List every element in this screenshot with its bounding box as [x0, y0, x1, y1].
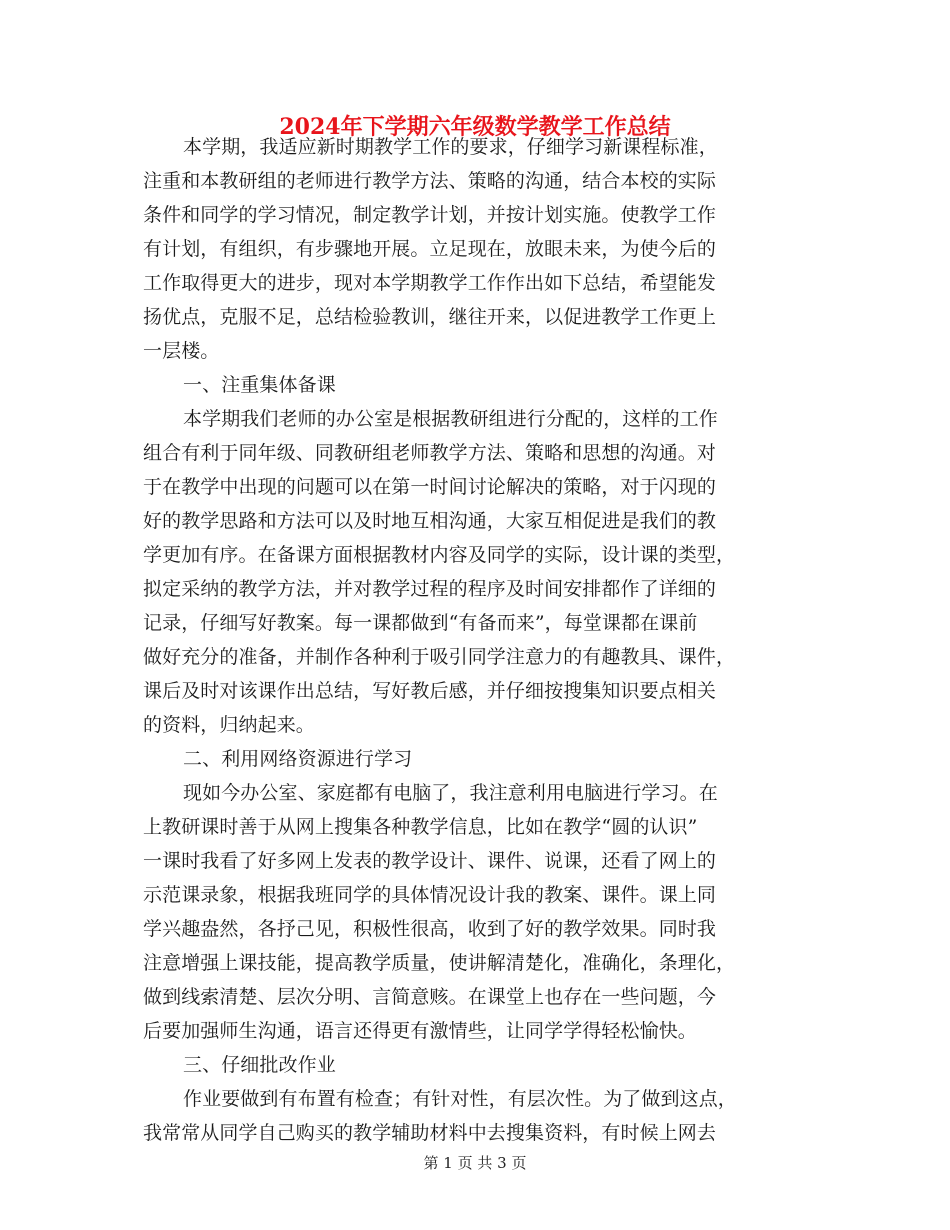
text-line: 拟定采纳的教学方法，并对教学过程的程序及时间安排都作了详细的	[143, 578, 717, 600]
text-line: 于在教学中出现的问题可以在第一时间讨论解决的策略，对于闪现的	[143, 476, 717, 498]
text-line: 学更加有序。在备课方面根据教材内容及同学的实际，设计课的类型，	[143, 544, 736, 566]
text-line: 上教研课时善于从网上搜集各种教学信息，比如在教学“圆的认识”	[143, 816, 698, 838]
text-line: 注意增强上课技能，提高教学质量，使讲解清楚化，准确化，条理化，	[143, 952, 736, 974]
text-line: 做到线索清楚、层次分明、言简意赅。在课堂上也存在一些问题，今	[143, 986, 717, 1008]
text-line: 组合有利于同年级、同教研组老师教学方法、策略和思想的沟通。对	[143, 442, 717, 464]
text-line: 一课时我看了好多网上发表的教学设计、课件、说课，还看了网上的	[143, 850, 717, 872]
text-line: 学兴趣盎然，各抒己见，积极性很高，收到了好的教学效果。同时我	[143, 918, 717, 940]
text-line: 一层楼。	[143, 340, 220, 362]
text-line: 三、仔细批改作业	[183, 1054, 336, 1076]
text-line: 条件和同学的学习情况，制定教学计划，并按计划实施。使教学工作	[143, 204, 717, 226]
text-line: 注重和本教研组的老师进行教学方法、策略的沟通，结合本校的实际	[143, 170, 717, 192]
text-line: 课后及时对该课作出总结，写好教后感，并仔细按搜集知识要点相关	[143, 680, 717, 702]
text-line: 的资料，归纳起来。	[143, 714, 315, 736]
text-line: 工作取得更大的进步，现对本学期教学工作作出如下总结，希望能发	[143, 272, 717, 294]
text-line: 本学期，我适应新时期教学工作的要求，仔细学习新课程标准，	[183, 136, 718, 158]
text-line: 好的教学思路和方法可以及时地互相沟通，大家互相促进是我们的教	[143, 510, 717, 532]
text-line: 现如今办公室、家庭都有电脑了，我注意利用电脑进行学习。在	[183, 782, 718, 804]
page-footer: 第 1 页 共 3 页	[423, 1154, 527, 1172]
text-line: 一、注重集体备课	[183, 374, 336, 396]
text-line: 做好充分的准备，并制作各种利于吸引同学注意力的有趣教具、课件，	[143, 646, 736, 668]
text-line: 扬优点，克服不足，总结检验教训，继往开来，以促进教学工作更上	[143, 306, 717, 328]
text-line: 我常常从同学自己购买的教学辅助材料中去搜集资料，有时候上网去	[143, 1122, 717, 1144]
document-title: 2024年下学期六年级数学教学工作总结	[279, 114, 671, 140]
text-line: 二、利用网络资源进行学习	[183, 748, 413, 770]
text-line: 记录，仔细写好教案。每一课都做到“有备而来”，每堂课都在课前	[143, 612, 698, 634]
text-line: 有计划，有组织，有步骤地开展。立足现在，放眼未来，为使今后的	[143, 238, 717, 260]
text-line: 后要加强师生沟通，语言还得更有激情些，让同学学得轻松愉快。	[143, 1020, 697, 1042]
text-line: 示范课录象，根据我班同学的具体情况设计我的教案、课件。课上同	[143, 884, 717, 906]
text-line: 作业要做到有布置有检查；有针对性，有层次性。为了做到这点，	[183, 1088, 737, 1110]
text-line: 本学期我们老师的办公室是根据教研组进行分配的，这样的工作	[183, 408, 718, 430]
document-body	[143, 130, 808, 1150]
